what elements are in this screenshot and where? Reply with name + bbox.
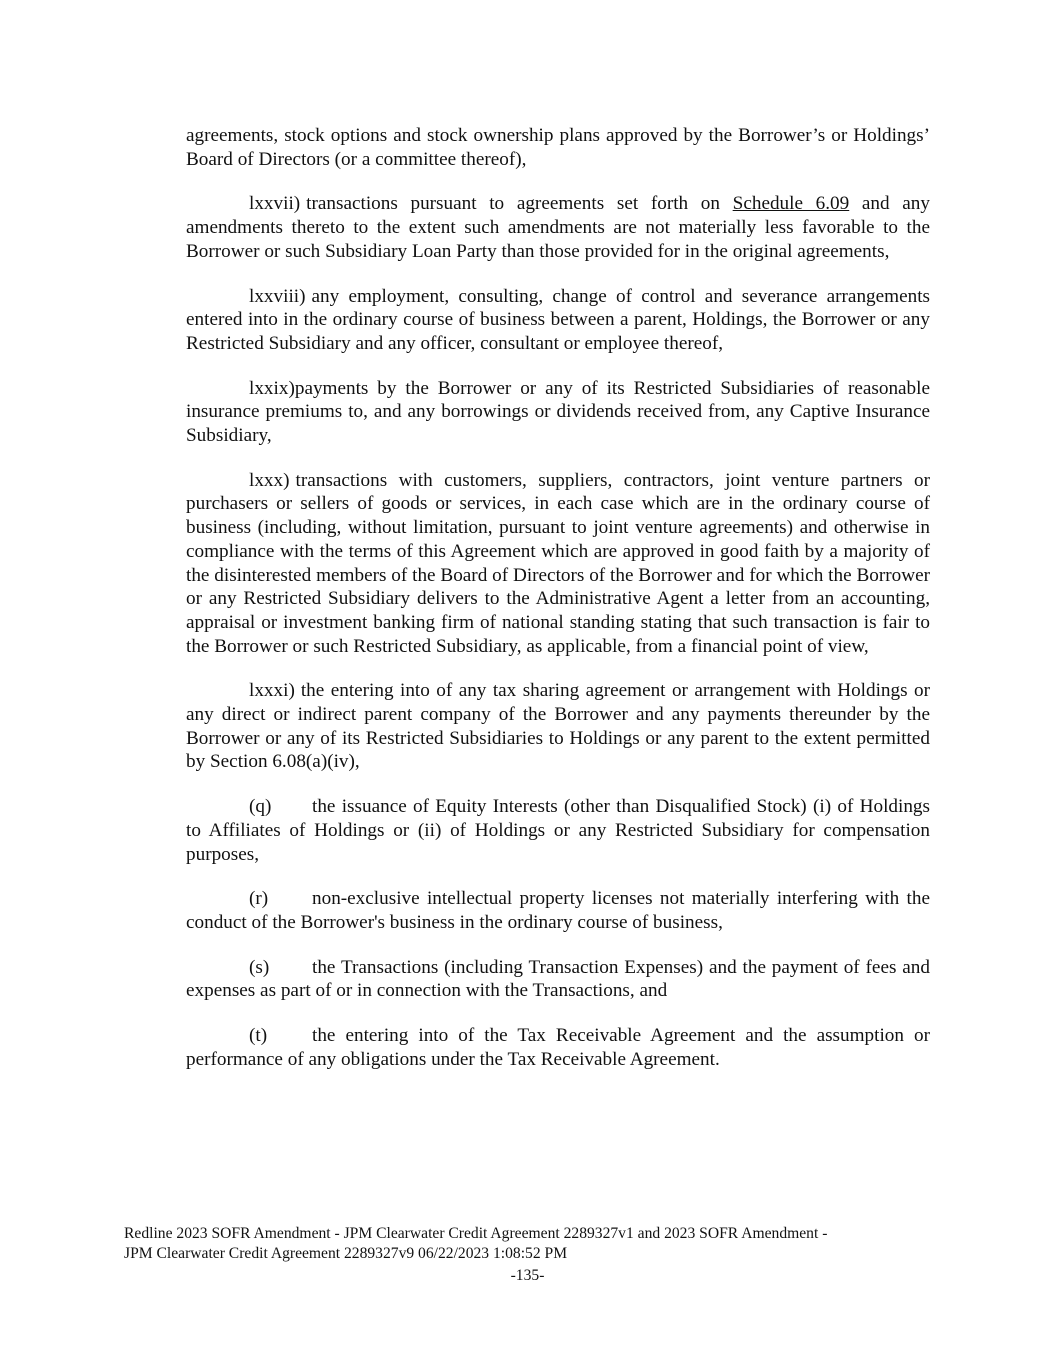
paragraph-text: non-exclusive intellectual property licenses not materially interfering with the conduct of the Borrower's business in the ordinary course of business, — [186, 888, 930, 933]
paragraph-label: lxxix) — [249, 377, 295, 399]
paragraph-q — [186, 795, 930, 866]
paragraph-text: transactions pursuant to agreements set forth on — [306, 193, 733, 215]
paragraph-lxxx — [186, 469, 930, 659]
paragraph-lxxviii — [186, 285, 930, 356]
document-body — [186, 124, 930, 1093]
paragraph-label: (r) — [249, 888, 269, 910]
paragraph-text: transactions with customers, suppliers, contractors, joint venture partners or purchasers or sellers of goods or services, in each case which are in the ordinary course of business (including, without limitation, pursuant to joint venture agreements) and otherwise in compliance with the terms of this Agreement which are approved in good faith by a majority of the disinterested members of the Board of Directors of the Borrower and for which the Borrower or any Restricted Subsidiary delivers to the Administrative Agent a letter from an accounting, appraisal or investment banking firm of national standing stating that such transaction is fair to the Borrower or such Restricted Subsidiary, as applicable, from a financial point of view, — [186, 469, 930, 657]
footer-line-2: JPM Clearwater Credit Agreement 2289327v9 06/22/2023 1:08:52 PM — [124, 1245, 568, 1262]
paragraph-text: payments by the Borrower or any of its Restricted Subsidiaries of reasonable insurance premiums to, and any borrowings or dividends received from, any Captive Insurance Subsidiary, — [186, 377, 930, 447]
footer-line-1: Redline 2023 SOFR Amendment - JPM Clearwater Credit Agreement 2289327v1 and 2023 SOFR Amendment - — [124, 1225, 828, 1242]
paragraph-label: lxxxi) — [249, 680, 295, 702]
paragraph-label: (q) — [249, 796, 272, 818]
paragraph-s — [186, 956, 930, 1003]
page-number: -135- — [510, 1267, 545, 1284]
paragraph-continuation — [186, 124, 930, 171]
paragraph-text: the entering into of any tax sharing agreement or arrangement with Holdings or any direct or indirect parent company of the Borrower and any payments thereunder by the Borrower or any of its Restricted Subsidiaries to Holdings or any parent to the extent permitted by Section 6.08(a)(iv), — [186, 680, 930, 773]
paragraph-text: and any amendments thereto to the extent such amendments are not materially less favorable to the Borrower or such Subsidiary Loan Party than those provided for in the original agreements, — [186, 193, 930, 262]
document-footer — [124, 1224, 944, 1264]
paragraph-text: the issuance of Equity Interests (other than Disqualified Stock) (i) of Holdings to Affiliates of Holdings or (ii) of Holdings or any Restricted Subsidiary for compensation purposes, — [186, 796, 930, 865]
paragraph-t — [186, 1024, 930, 1071]
paragraph-lxxxi — [186, 679, 930, 774]
paragraph-label: (s) — [249, 956, 270, 978]
paragraph-label: lxxvii) — [249, 193, 301, 215]
paragraph-r — [186, 887, 930, 934]
paragraph-text: agreements, stock options and stock ownership plans approved by the Borrower’s or Holdings’ Board of Directors (or a committee thereof), — [186, 125, 930, 170]
paragraph-lxxix — [186, 377, 930, 448]
paragraph-text: the Transactions (including Transaction Expenses) and the payment of fees and expenses as part of or in connection with the Transactions, and — [186, 956, 930, 1002]
paragraph-label: lxxviii) — [249, 285, 306, 307]
paragraph-text: the entering into of the Tax Receivable Agreement and the assumption or performance of any obligations under the Tax Receivable Agreement. — [186, 1025, 930, 1070]
paragraph-lxxvii — [186, 192, 930, 263]
schedule-reference: Schedule 6.09 — [732, 193, 850, 215]
paragraph-text: any employment, consulting, change of control and severance arrangements entered into in the ordinary course of business between a parent, Holdings, the Borrower or any Restricted Subsidiary and any officer, consultant or employee thereof, — [186, 285, 930, 354]
paragraph-label: (t) — [249, 1025, 268, 1047]
paragraph-label: lxxx) — [249, 469, 290, 491]
